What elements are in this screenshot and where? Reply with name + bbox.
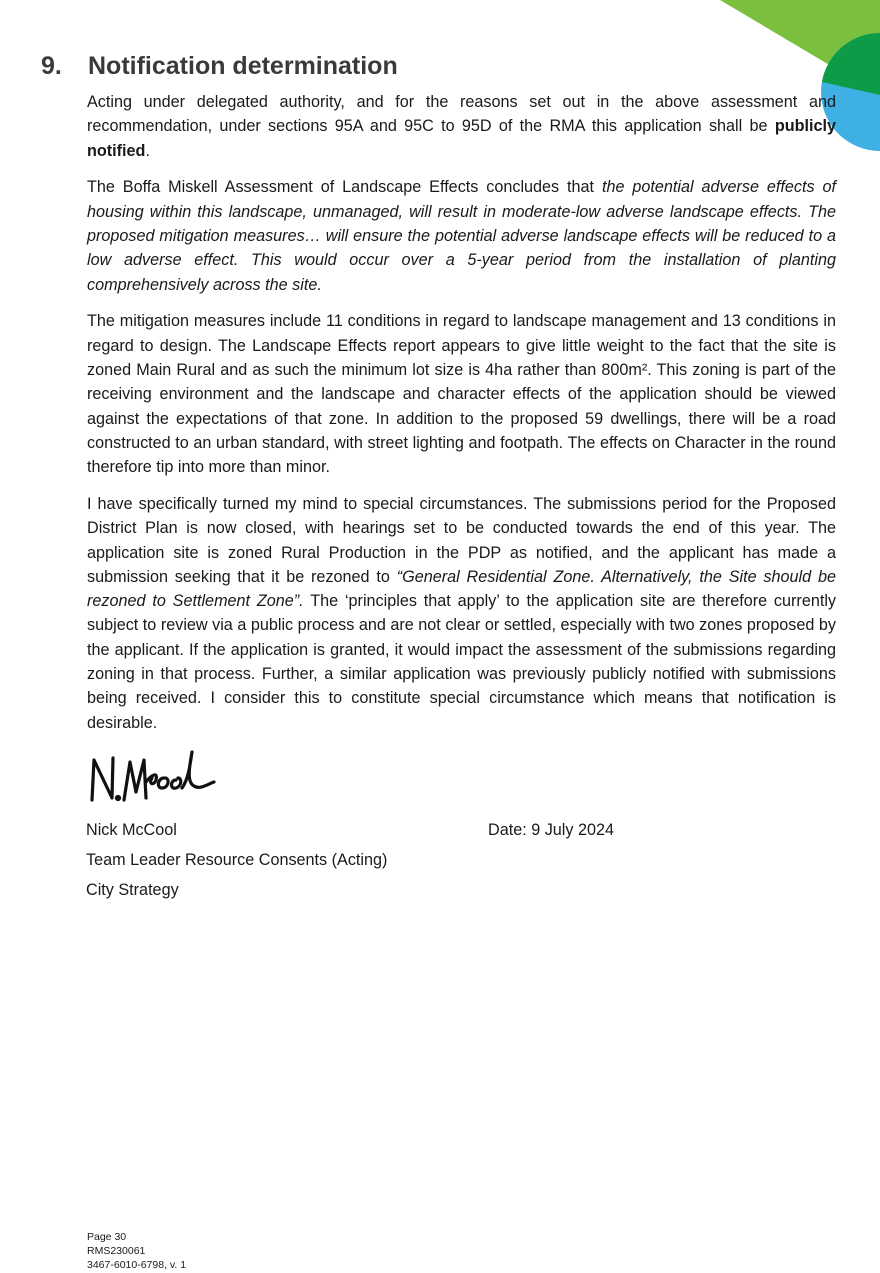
- page-number: Page 30: [87, 1231, 127, 1243]
- paragraph-text: I have specifically turned my mind to special circumstances. The submissions period for the Proposed District Plan is now closed, with hearings set to be conducted towards the end of this year. The application site is zoned Rural Production in the PDP as notified, and the applicant has made a submission seeking that it be rezoned to: [87, 494, 836, 586]
- section-number: 9.: [41, 52, 62, 80]
- bold-emphasis: publicly notified: [87, 117, 836, 160]
- paragraph-text: Acting under delegated authority, and for the reasons set out in the above assessment and recommendation, under sections 95A and 95C to 95D of the RMA this application shall be: [87, 93, 836, 136]
- italic-quote: “General Residential Zone. Alternatively, the Site should be rezoned to Settlement Zone”.: [87, 567, 836, 611]
- signer-role: Team Leader Resource Consents (Acting): [86, 851, 388, 869]
- reference-number: RMS230061: [87, 1245, 146, 1257]
- paragraph-text: .: [145, 141, 150, 160]
- section-heading: [41, 52, 398, 81]
- signature-date: Date: 9 July 2024: [488, 821, 614, 839]
- paragraph-mitigation: The mitigation measures include 11 conditions in regard to landscape management and 13 conditions in regard to design. The Landscape Effects report appears to give little weight to the fact that the site is zoned Main Rural and as such the minimum lot size is 4ha rather than 800m². This zoning is part of the receiving environment and the landscape and character effects of the application should be viewed against the expectations of that zone. In addition to the proposed 59 dwellings, there will be a road constructed to an urban standard, with street lighting and footpath. The effects on Character in the round therefore tip into more than minor.: [87, 312, 836, 477]
- signer-block: [86, 815, 387, 905]
- paragraph-text: The ‘principles that apply’ to the application site are therefore currently subject to review via a public process and are not clear or settled, especially with two zones proposed by the applicant. If the application is granted, it would impact the assessment of the submissions regarding zoning in that process. Further, a similar application was previously publicly notified with submissions being received. I consider this to constitute special circumstance which means that notification is desirable.: [87, 592, 837, 732]
- signer-name: Nick McCool: [86, 821, 177, 839]
- paragraph-text: The Boffa Miskell Assessment of Landscape Effects concludes that: [87, 178, 602, 197]
- page-footer: [87, 1230, 186, 1272]
- paragraph-landscape-assessment: [87, 175, 836, 296]
- italic-quote: the potential adverse effects of housing within this landscape, unmanaged, will result in moderate-low adverse landscape effects. The proposed mitigation measures… will ensure the potential adverse landscape effects will be reduced to a low adverse effect. This would occur over a 5-year period from the installation of planting comprehensively across the site.: [87, 178, 836, 294]
- document-id: 3467-6010-6798, v. 1: [87, 1259, 187, 1271]
- signer-department: City Strategy: [86, 881, 179, 899]
- section-body: [87, 90, 836, 747]
- handwritten-signature: [86, 748, 218, 806]
- paragraph-determination: [87, 90, 836, 163]
- section-title: Notification determination: [88, 52, 398, 80]
- paragraph-special-circumstances: [87, 492, 836, 735]
